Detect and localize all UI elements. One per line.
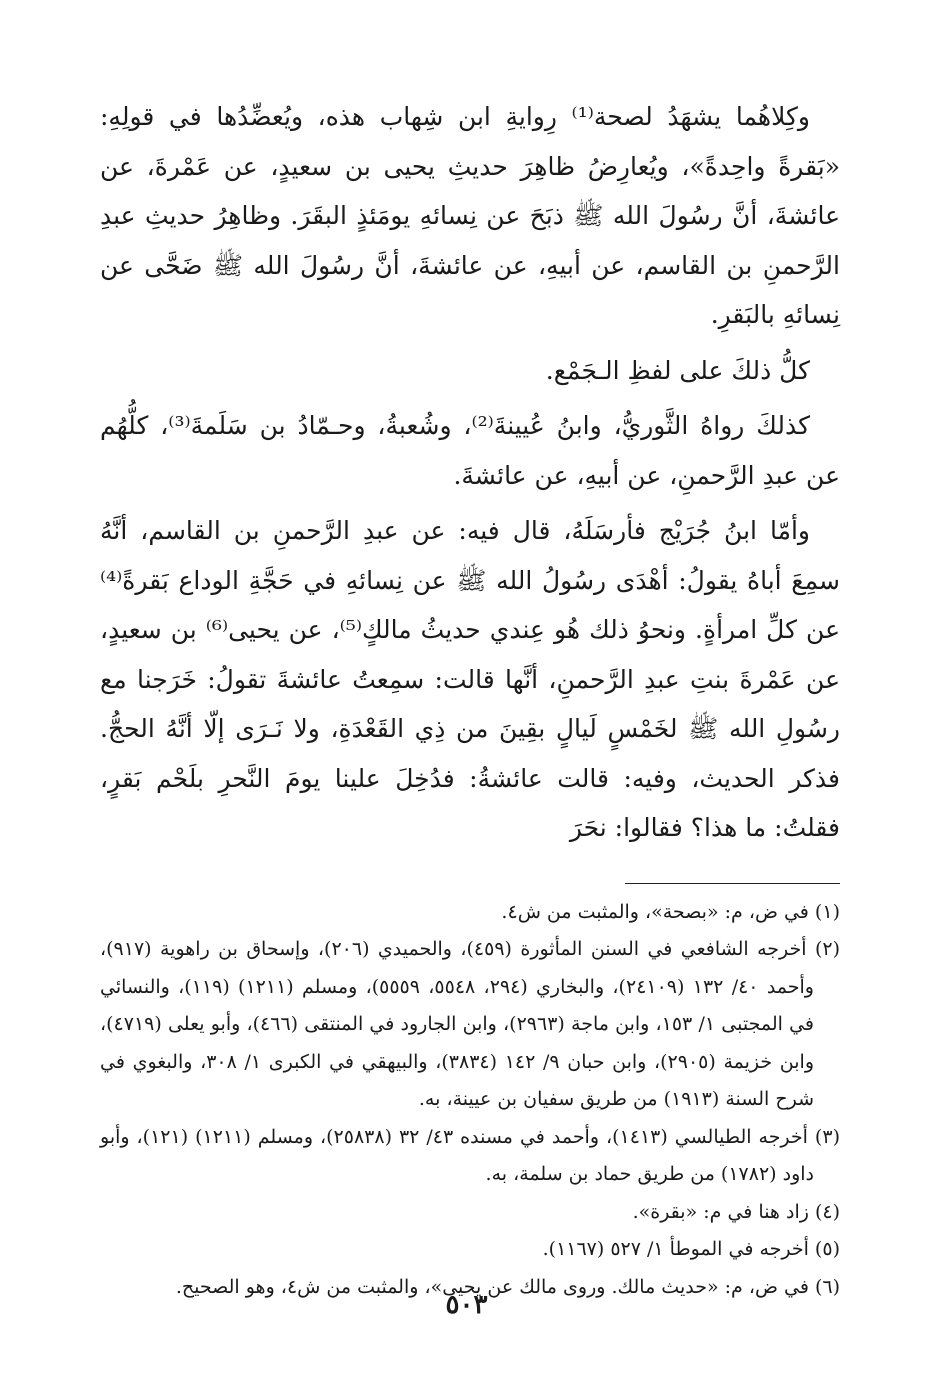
footnotes xyxy=(100,894,840,1307)
footnote-separator xyxy=(625,883,840,884)
footnote-5: (٥) أخرجه في الموطأ ١/ ٥٢٧ (١١٦٧). xyxy=(542,1238,840,1260)
footnote-2: (٢) أخرجه الشافعي في السنن المأثورة (٤٥٩)، والحميدي (٢٠٦)، وإسحاق بن راهوية (٩١٧)، وأحمد ٤٠/ ١٣٢ (٢٤١٠٩)، والبخاري (٢٩٤، ٥٥٤٨، ٥٥٥٩)، ومسلم (١٢١١) (١١٩)، والنسائي في المجتبى ١/ ١٥٣، وابن ماجة (٢٩٦٣)، وابن الجارود في المنتقى (٤٦٦)، وأبو يعلى (٤٧١٩)، وابن خزيمة (٢٩٠٥)، وابن حبان ٩/ ١٤٢ (٣٨٣٤)، والبيهقي في الكبرى ١/ ٣٠٨، والبغوي في شرح السنة (١٩١٣) من طريق سفيان بن عيينة، به. xyxy=(100,938,840,1110)
footnote-6: (٦) في ض، م: «حديث مالك. وروى مالك عن يحيى»، والمثبت من ش٤، وهو الصحيح. xyxy=(175,1275,840,1298)
footnote-1: (١) في ض، م: «بصحة»، والمثبت من ش٤. xyxy=(501,900,840,923)
paragraph-2: كلُّ ذلكَ على لفظِ الـجَمْع. xyxy=(545,355,810,385)
page-number: ٥٠٣ xyxy=(445,1290,488,1320)
paragraph-1: وكِلاهُما يشهَدُ لصحة⁽¹⁾ رِوايةِ ابن شِهاب هذه، ويُعضِّدُها في قولِهِ: «بَقرةً واحِدةً»، ويُعارِضُ ظاهِرَ حديثِ يحيى بن سعيدٍ، عن عَمْرةَ، عن عائشةَ، أنَّ رسُولَ الله ﷺ ذبَحَ عن نِسائهِ يومَئذٍ البقَرَ. وظاهِرُ حديثِ عبدِ الرَّحمنِ بن القاسم، عن أبيهِ، عن عائشةَ، أنَّ رسُولَ الله ﷺ ضَحَّى عن نِسائهِ بالبَقرِ. xyxy=(100,102,840,329)
paragraph-3: كذلكَ رواهُ الثَّوريُّ، وابنُ عُيينةَ⁽²⁾، وشُعبةُ، وحـمّادُ بن سَلَمةَ⁽³⁾، كلُّهُم عن عبدِ الرَّحمنِ، عن أبيهِ، عن عائشةَ. xyxy=(100,411,840,490)
paragraph-4: وأمّا ابنُ جُرَيْج فأرسَلَهُ، قال فيه: عن عبدِ الرَّحمنِ بن القاسم، أنَّهُ سمِعَ أباهُ يقولُ: أهْدَى رسُولُ الله ﷺ عن نِسائهِ في حَجَّةِ الوداع بَقرةً⁽⁴⁾ عن كلِّ امرأةٍ. ونحوُ ذلك هُو عِندي حديثُ مالكٍ⁽⁵⁾، عن يحيى⁽⁶⁾ بن سعيدٍ، عن عَمْرةَ بنتِ عبدِ الرَّحمنِ، أنَّها قالت: سمِعتُ عائشةَ تقولُ: خَرَجنا مع رسُولِ الله ﷺ لخَمْسٍ لَيالٍ بقِينَ من ذِي القَعْدَةِ، ولا نَـرَى إلّا أنَّهُ الحجُّ. فذكر الحديث، وفيه: قالت عائشةُ: فدُخِلَ علينا يومَ النَّحرِ بلَحْم بَقرٍ، فقلتُ: ما هذا؟ فقالوا: نحَرَ xyxy=(100,516,840,842)
footnote-3: (٣) أخرجه الطيالسي (١٤١٣)، وأحمد في مسنده ٤٣/ ٣٢ (٢٥٨٣٨)، ومسلم (١٢١١) (١٢١)، وأبو داود (١٧٨٢) من طريق حماد بن سلمة، به. xyxy=(100,1125,840,1185)
footnote-4: (٤) زاد هنا في م: «بقرة». xyxy=(632,1200,840,1223)
page-body xyxy=(100,92,840,1306)
